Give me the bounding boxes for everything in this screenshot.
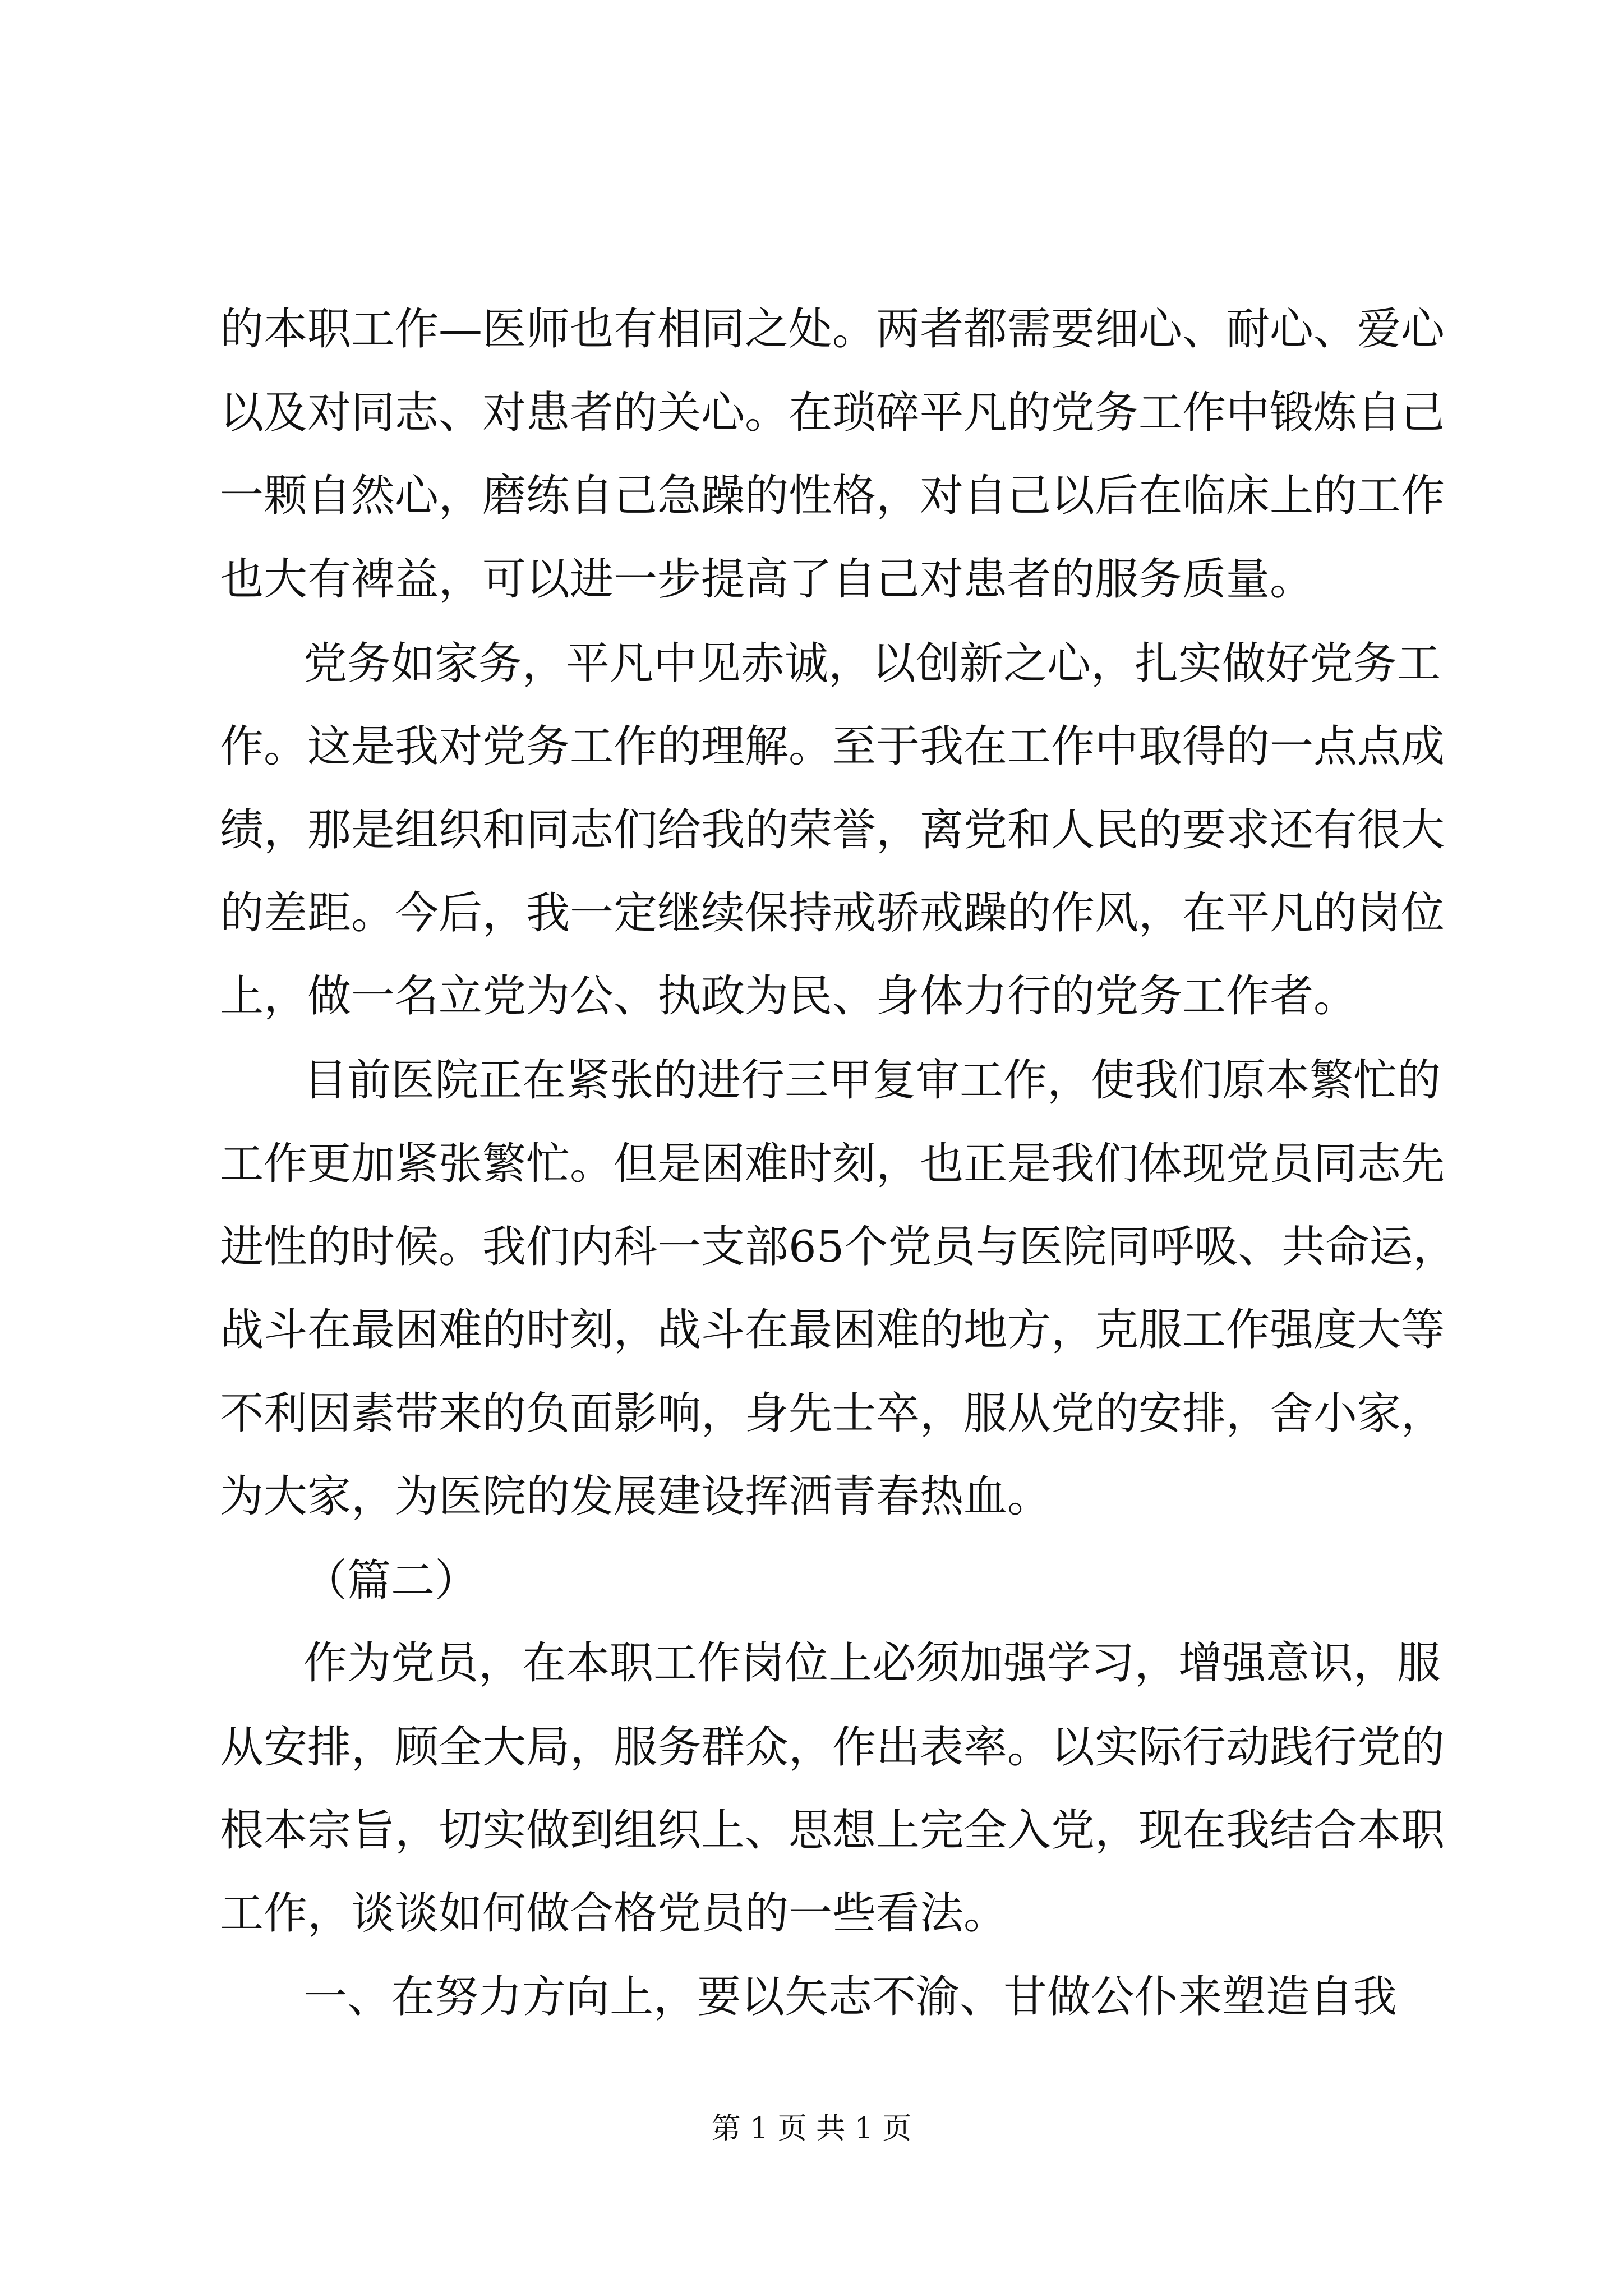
- text-line: 工作更加紧张繁忙。但是困难时刻，也正是我们体现党员同志先: [220, 1139, 1445, 1189]
- text-line: 从安排，顾全大局，服务群众，作出表率。以实际行动践行党的: [220, 1722, 1445, 1773]
- text-line: 也大有裨益，可以进一步提高了自己对患者的服务质量。: [220, 554, 1314, 605]
- text-line: 一、在努力方向上，要以矢志不渝、甘做公仆来塑造自我: [303, 1972, 1398, 2022]
- text-line: 不利因素带来的负面影响，身先士卒，服从党的安排，舍小家，: [220, 1388, 1445, 1439]
- text-line: 战斗在最困难的时刻，战斗在最困难的地方，克服工作强度大等: [220, 1305, 1445, 1355]
- text-line: 一颗自然心，磨练自己急躁的性格，对自己以后在临床上的工作: [220, 471, 1445, 521]
- text-line: 的差距。今后，我一定继续保持戒骄戒躁的作风，在平凡的岗位: [220, 888, 1445, 938]
- text-line: 进性的时候。我们内科一支部65个党员与医院同呼吸、共命运，: [220, 1222, 1457, 1272]
- text-line: 根本宗旨，切实做到组织上、思想上完全入党，现在我结合本职: [220, 1805, 1445, 1856]
- text-line: 绩，那是组织和同志们给我的荣誉，离党和人民的要求还有很大: [220, 805, 1445, 855]
- page-footer: 第 1 页 共 1 页: [711, 2112, 912, 2146]
- text-line: 工作，谈谈如何做合格党员的一些看法。: [220, 1888, 1008, 1939]
- text-line: 的本职工作—医师也有相同之处。两者都需要细心、耐心、爱心: [220, 304, 1445, 355]
- text-line: 党务如家务，平凡中见赤诚，以创新之心，扎实做好党务工: [303, 638, 1441, 689]
- text-line: 目前医院正在紧张的进行三甲复审工作，使我们原本繁忙的: [303, 1055, 1441, 1106]
- text-line: 以及对同志、对患者的关心。在琐碎平凡的党务工作中锻炼自己: [220, 388, 1445, 438]
- text-line: 作。这是我对党务工作的理解。至于我在工作中取得的一点点成: [220, 721, 1445, 772]
- text-line: 上，做一名立党为公、执政为民、身体力行的党务工作者。: [220, 971, 1358, 1022]
- section-heading: （篇二）: [303, 1556, 479, 1606]
- text-line: 为大家，为医院的发展建设挥洒青春热血。: [220, 1471, 1052, 1522]
- text-line: 作为党员，在本职工作岗位上必须加强学习，增强意识，服: [303, 1638, 1441, 1688]
